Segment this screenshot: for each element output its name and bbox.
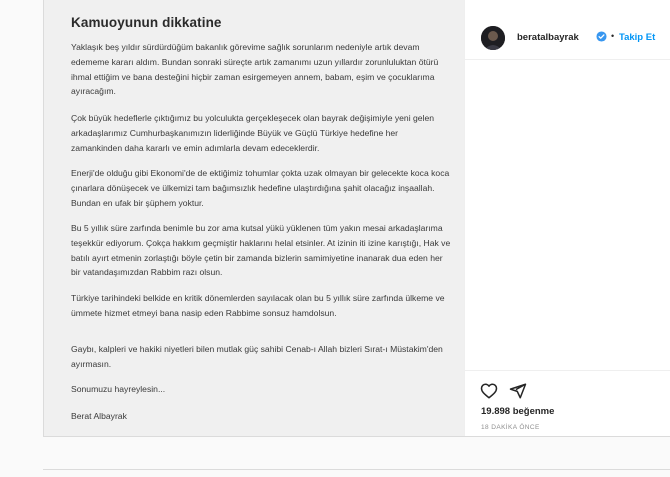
follow-button[interactable]: Takip Et bbox=[619, 32, 656, 43]
verified-badge-icon bbox=[596, 31, 607, 42]
heart-icon[interactable] bbox=[480, 382, 498, 400]
document-signature: Berat Albayrak bbox=[71, 411, 127, 421]
document-paragraph: Türkiye tarihindeki belkide en kritik dönemlerden sayılacak olan bu 5 yıllık süre zarfında ülkeme ve ümmete hizmet etmeyi bana nasip eden Rabbime sonsuz hamdolsun. bbox=[71, 293, 445, 318]
feed-divider bbox=[43, 469, 670, 470]
post-image[interactable] bbox=[44, 0, 465, 436]
avatar[interactable] bbox=[481, 26, 505, 50]
document-paragraph: Enerji'de olduğu gibi Ekonomi'de de ektiğimiz tohumlar çokta uzak olmayan bir gelecekte koca koca çınarlara dönüşecek ve ülkemizi tam bağımsızlık hedefine ulaştırdığına şahit olacağız inşaallah. Bundan en ufak bir şüphem yoktur. bbox=[71, 168, 450, 208]
username-link[interactable]: beratalbayrak bbox=[517, 32, 579, 43]
document-paragraph: Gaybı, kalpleri ve hakiki niyetleri bilen mutlak güç sahibi Cenab-ı Allah bizleri Sırat-ı Müstakim'den ayırmasın. bbox=[71, 344, 443, 369]
document-paragraph: Çok büyük hedeflerle çıktığımız bu yolculukta gerçekleşecek olan bayrak değişimiyle yeni gelen arkadaşlarımız Cumhurbaşkanımızın liderliğinde Büyük ve Güçlü Türkiye hedefine her zamankinden daha kararlı ve emin adımlarla devam edeceklerdir. bbox=[71, 113, 435, 153]
post-card bbox=[43, 0, 670, 437]
post-header bbox=[465, 0, 670, 60]
document-paragraph: Bu 5 yıllık süre zarfında benimle bu zor ama kutsal yükü yüklenen tüm yakın mesai arkadaşlarıma teşekkür ediyorum. Çokça hakkım geçmiştir haklarını helal etsinler. At izinin iti izine karıştığı, Hak ve batılı ayırt etmenin zorlaştığı böyle çetin bir zamanda bizlerin samimiyetine inanarak dua eden her bir vatandaşımızdan Rabbim razı olsun. bbox=[71, 223, 451, 278]
share-icon[interactable] bbox=[509, 382, 527, 400]
document-title: Kamuoyunun dikkatine bbox=[71, 15, 222, 30]
separator-dot: • bbox=[611, 31, 615, 41]
likes-count[interactable]: 19.898 beğenme bbox=[481, 406, 555, 417]
document-paragraph: Sonumuzu hayreylesin... bbox=[71, 384, 166, 394]
post-sidebar bbox=[465, 0, 670, 436]
document-paragraph: Yaklaşık beş yıldır sürdürdüğüm bakanlık görevime sağlık sorunlarım nedeniyle artık devam edememe kararı aldım. Bundan sonraki süreçte artık zamanımı uzun yıllardır zorunluluktan ötürü ihmal ettiğim ve bana desteğini hiçbir zaman esirgemeyen annem, babam, eşim ve çocuklarıma ayıracağım. bbox=[71, 42, 439, 97]
post-timestamp[interactable]: 18 DAKİKA ÖNCE bbox=[481, 424, 540, 431]
